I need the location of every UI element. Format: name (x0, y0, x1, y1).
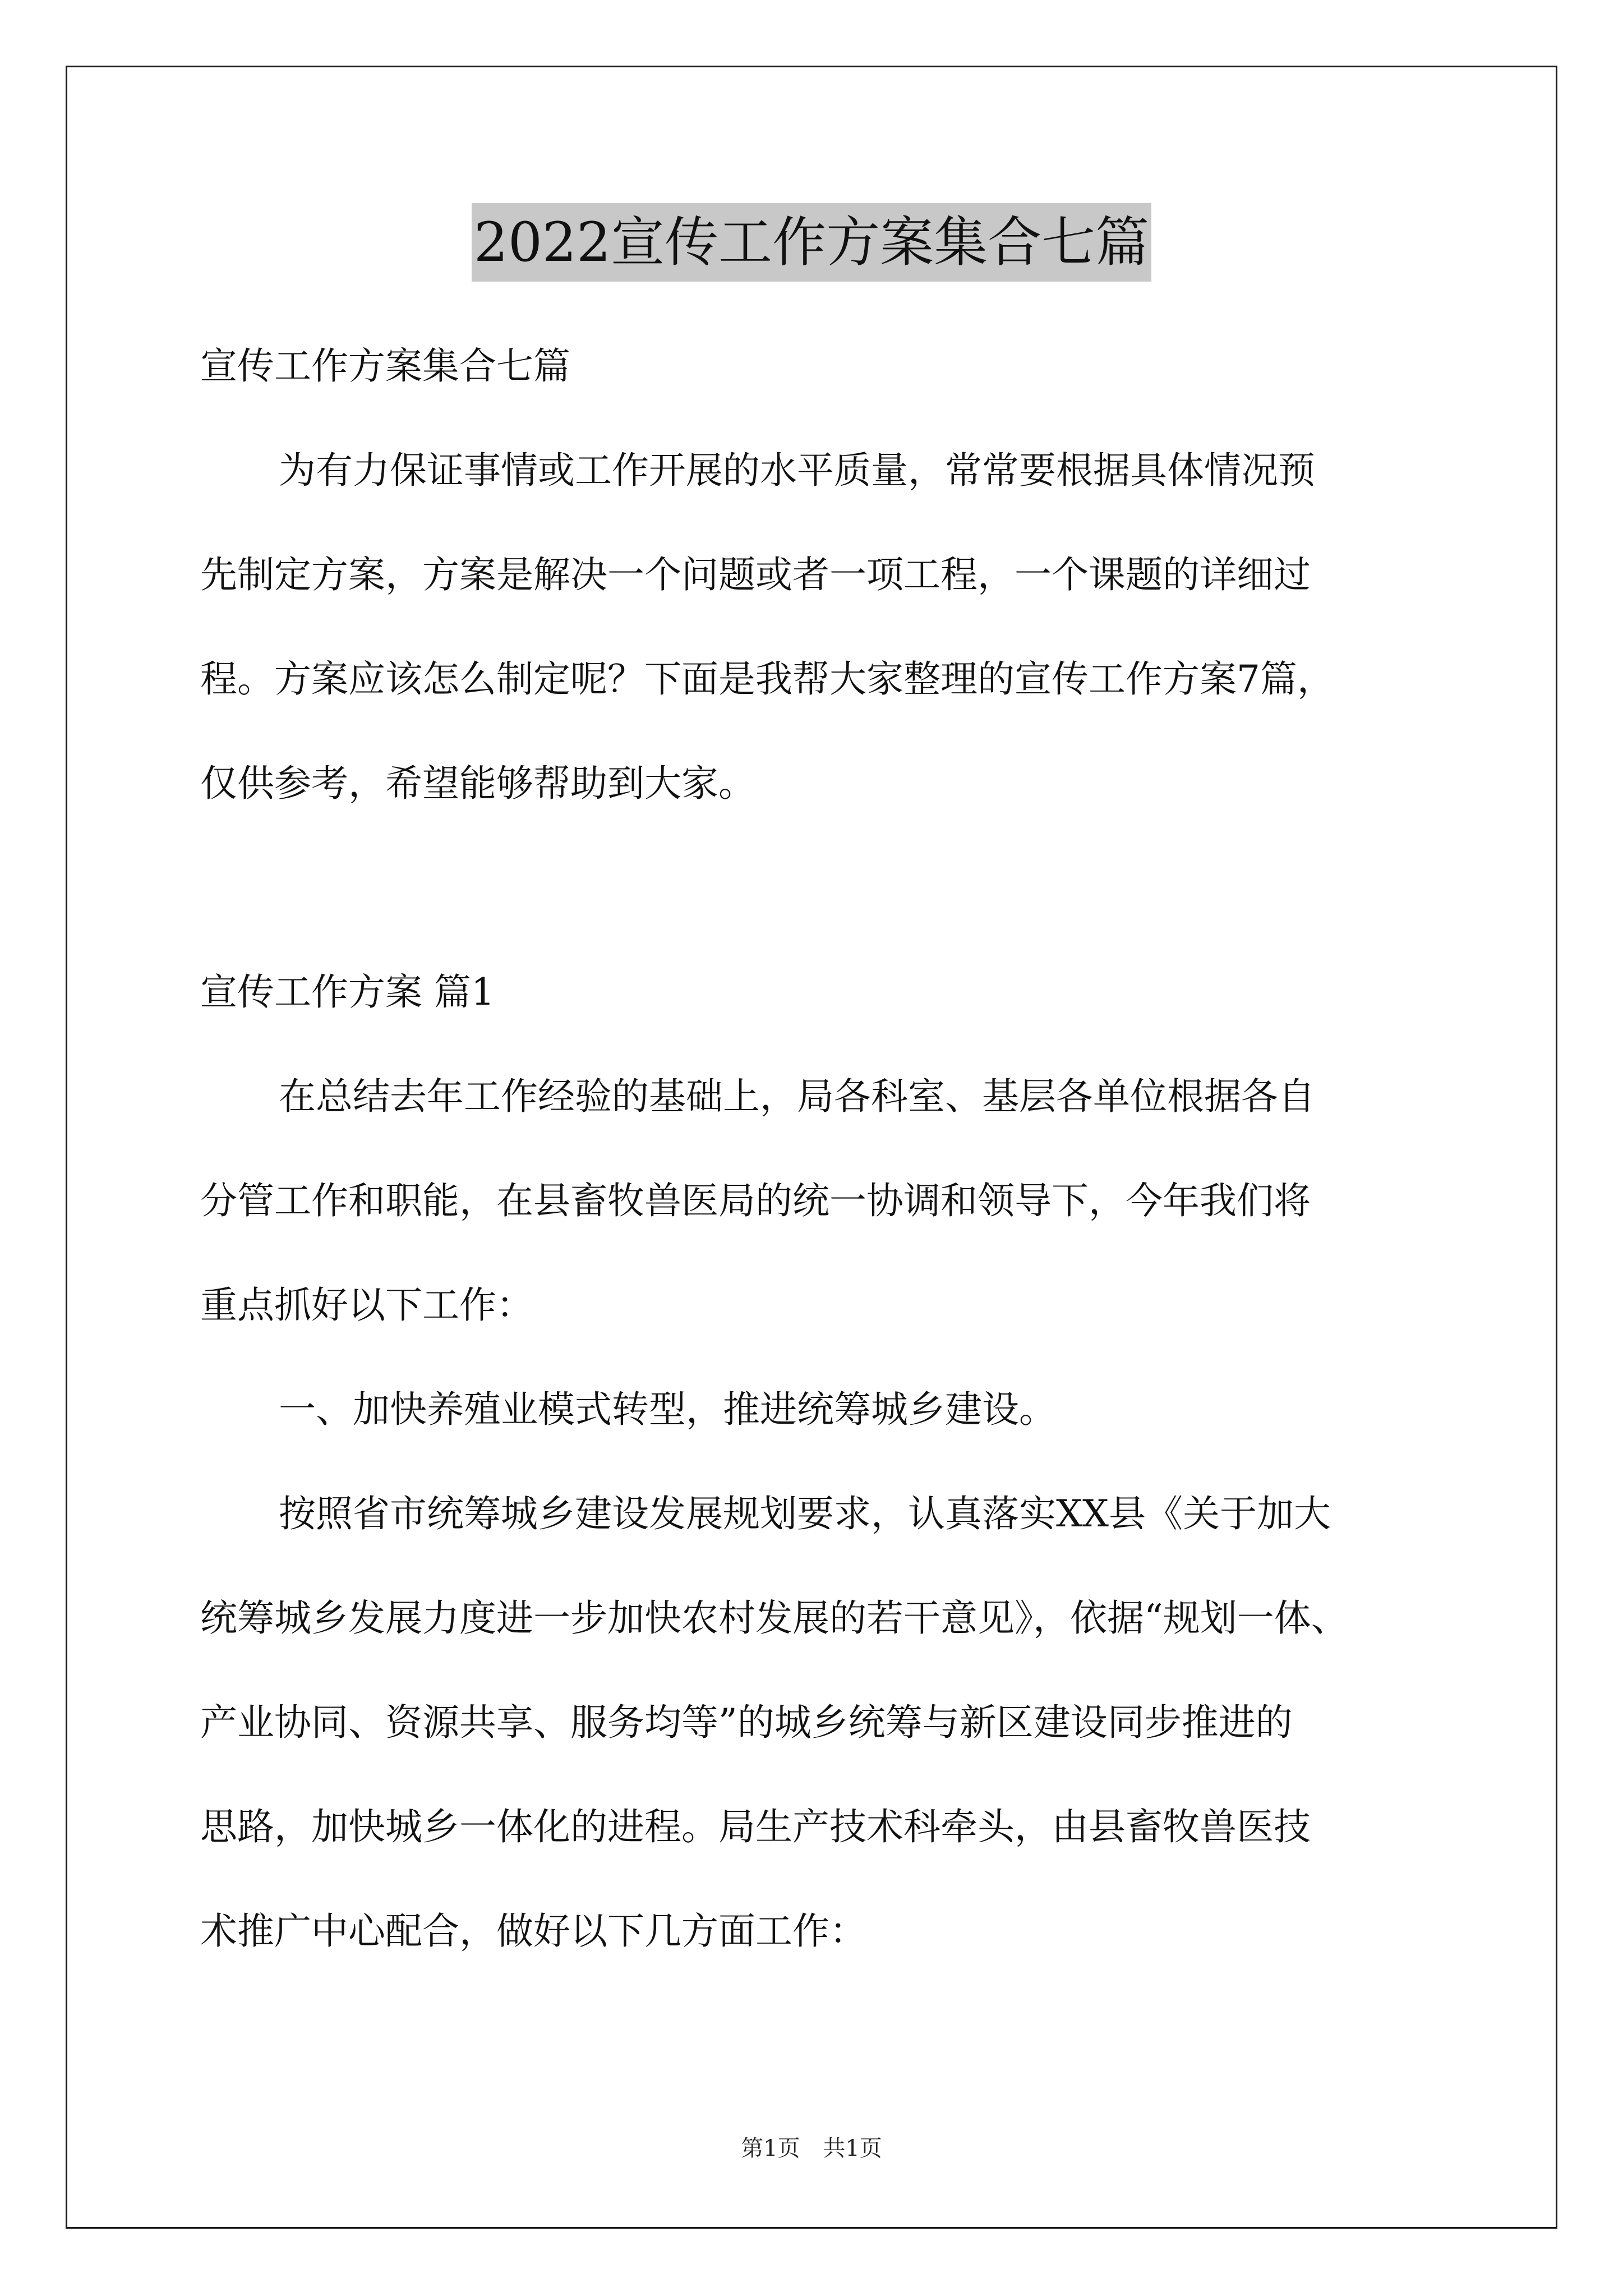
para2-line-2: 统筹城乡发展力度进一步加快农村发展的若干意见》，依据“规划一体、 (200, 1596, 1348, 1640)
intro-line-1: 为有力保证事情或工作开展的水平质量，常常要根据具体情况预 (279, 449, 1315, 492)
title-container (0, 203, 1623, 282)
page-number-total: 共1页 (823, 2136, 882, 2161)
document-subtitle: 宣传工作方案集合七篇 (200, 344, 570, 388)
para2-line-3: 产业协同、资源共享、服务均等”的城乡统筹与新区建设同步推进的 (200, 1701, 1293, 1744)
intro-line-4: 仅供参考，希望能够帮助到大家。 (200, 762, 755, 805)
section-heading: 宣传工作方案 篇1 (200, 970, 495, 1014)
para2-line-5: 术推广中心配合，做好以下几方面工作： (200, 1910, 866, 1953)
document-title: 2022宣传工作方案集合七篇 (472, 203, 1151, 282)
intro-line-2: 先制定方案，方案是解决一个问题或者一项工程，一个课题的详细过 (200, 553, 1311, 596)
intro-line-3: 程。方案应该怎么制定呢？下面是我帮大家整理的宣传工作方案7篇， (200, 657, 1334, 701)
para2-line-1: 按照省市统筹城乡建设发展规划要求，认真落实XX县《关于加大 (279, 1492, 1331, 1535)
page-number-current: 第1页 (741, 2136, 800, 2161)
item-1-heading: 一、加快养殖业模式转型，推进统筹城乡建设。 (279, 1388, 1056, 1431)
para1-line-2: 分管工作和职能，在县畜牧兽医局的统一协调和领导下，今年我们将 (200, 1179, 1311, 1222)
para1-line-1: 在总结去年工作经验的基础上，局各科室、基层各单位根据各自 (279, 1075, 1315, 1118)
para1-line-3: 重点抓好以下工作： (200, 1283, 533, 1327)
page-footer (0, 2132, 1623, 2165)
para2-line-4: 思路，加快城乡一体化的进程。局生产技术科牵头，由县畜牧兽医技 (200, 1805, 1311, 1848)
document-body (200, 314, 1473, 1984)
